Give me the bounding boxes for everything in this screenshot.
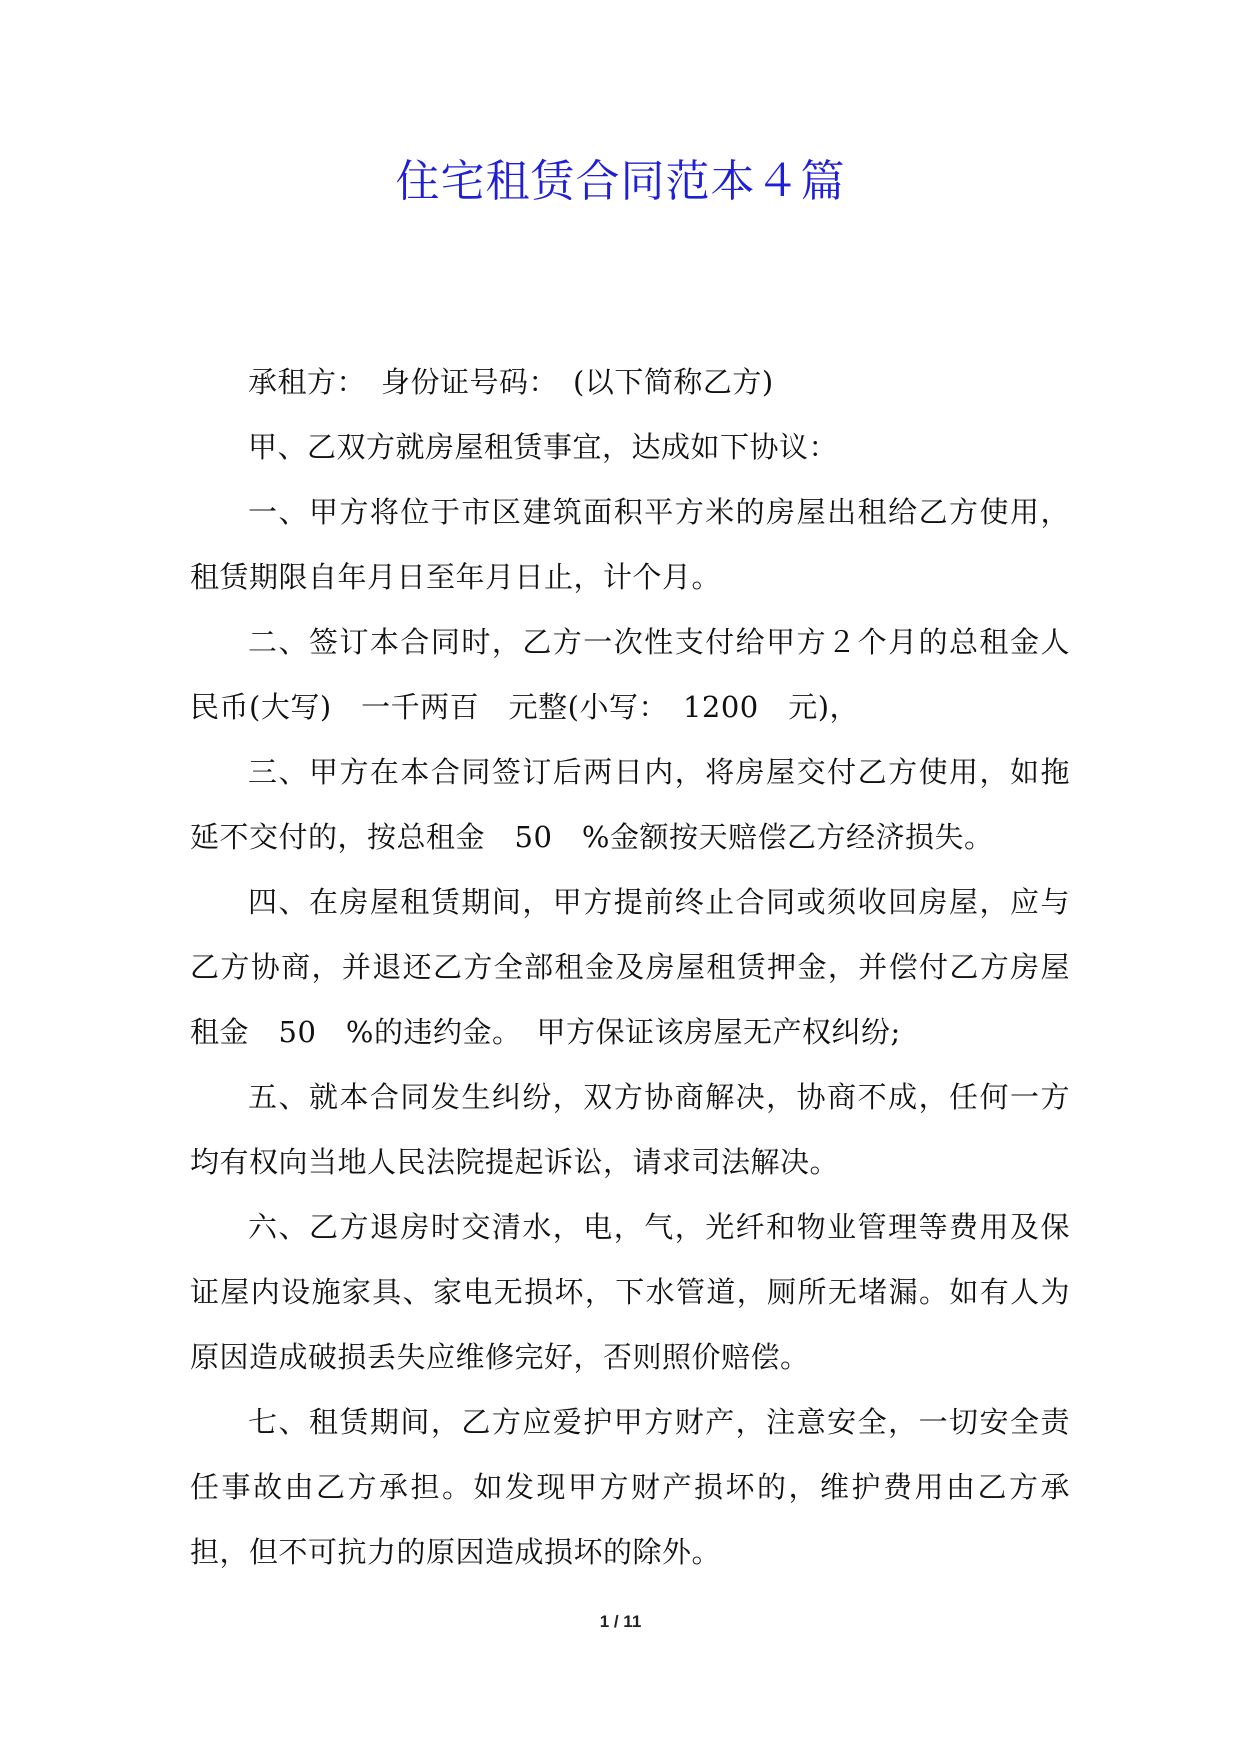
page-number: 1 / 11 [599,1612,642,1631]
paragraph-agreement-intro: 甲、乙双方就房屋租赁事宜，达成如下协议： [248,430,839,464]
paragraph-clause-3: 三、甲方在本合同签订后两日内，将房屋交付乙方使用，如拖延不交付的，按总租金 50 %金额按天赔偿乙方经济损失。 [190,755,1070,854]
paragraph-clause-2: 二、签订本合同时，乙方一次性支付给甲方２个月的总租金人民币(大写) 一千两百 元整(小写： 1200 元)， [190,625,1070,724]
paragraph-clause-7: 七、租赁期间，乙方应爱护甲方财产，注意安全，一切安全责任事故由乙方承担。如发现甲方财产损坏的，维护费用由乙方承担，但不可抗力的原因造成损坏的除外。 [190,1405,1070,1569]
paragraph-clause-5: 五、就本合同发生纠纷，双方协商解决，协商不成，任何一方均有权向当地人民法院提起诉讼，请求司法解决。 [190,1080,1070,1179]
document-title: 住宅租赁合同范本４篇 [395,156,846,207]
paragraph-clause-1: 一、甲方将位于市区建筑面积平方米的房屋出租给乙方使用，租赁期限自年月日至年月日止，计个月。 [190,495,1070,594]
paragraph-clause-4: 四、在房屋租赁期间，甲方提前终止合同或须收回房屋，应与乙方协商，并退还乙方全部租金及房屋租赁押金，并偿付乙方房屋租金 50 %的违约金。 甲方保证该房屋无产权纠纷; [190,885,1070,1049]
paragraph-clause-6: 六、乙方退房时交清水，电，气，光纤和物业管理等费用及保证屋内设施家具、家电无损坏，下水管道，厕所无堵漏。如有人为原因造成破损丢失应维修完好，否则照价赔偿。 [190,1210,1070,1374]
document-body [190,350,1070,1585]
paragraph-lessee-info: 承租方： 身份证号码： (以下简称乙方) [248,365,774,399]
